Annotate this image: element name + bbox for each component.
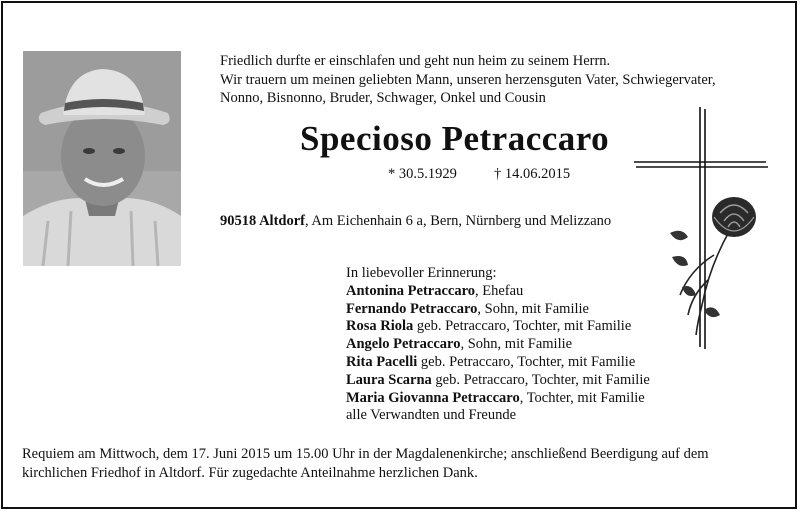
mourner-name: Rosa Riola <box>346 318 414 335</box>
cross-with-rose-icon <box>630 105 770 355</box>
death-date: † 14.06.2015 <box>494 166 571 182</box>
address-zip-city: 90518 Altdorf <box>220 213 305 229</box>
mourner-relation: geb. Petraccaro, Tochter, mit Familie <box>413 318 632 335</box>
mourner-name: Fernando Petraccaro <box>346 300 478 317</box>
mourner-item <box>346 390 650 408</box>
mourner-item <box>346 301 650 319</box>
birth-date: * 30.5.1929 <box>388 166 457 182</box>
mourner-relation: , Ehefau <box>475 282 524 299</box>
mourner-name: Angelo Petraccaro <box>346 336 461 353</box>
mourner-name: Laura Scarna <box>346 371 432 388</box>
mourner-item <box>346 283 650 301</box>
deceased-name: Specioso Petraccaro <box>300 119 610 158</box>
mourners-closing: alle Verwandten und Freunde <box>346 407 517 424</box>
mourner-item <box>346 318 650 336</box>
intro-line-1: Friedlich durfte er einschlafen und geht nun heim zu seinem Herrn. <box>220 53 611 69</box>
footer-line-2: kirchlichen Friedhof in Altdorf. Für zugedachte Anteilnahme herzlichen Dank. <box>22 464 478 481</box>
address <box>220 213 611 230</box>
mourner-relation: , Sohn, mit Familie <box>460 336 573 353</box>
address-rest: , Am Eichenhain 6 a, Bern, Nürnberg und Melizzano <box>304 213 612 229</box>
footer-line-1: Requiem am Mittwoch, dem 17. Juni 2015 um 15.00 Uhr in der Magdalenenkirche; anschließend Beerdigung auf dem <box>22 446 709 462</box>
mourners-list <box>346 265 650 425</box>
mourner-relation: geb. Petraccaro, Tochter, mit Familie <box>431 371 650 388</box>
mourners-heading: In liebevoller Erinnerung: <box>346 265 497 281</box>
intro-text <box>220 52 780 108</box>
mourner-name: Maria Giovanna Petraccaro <box>346 389 520 406</box>
footer-text <box>22 445 782 482</box>
mourner-item <box>346 354 650 372</box>
mourner-name: Rita Pacelli <box>346 353 418 370</box>
mourner-relation: geb. Petraccaro, Tochter, mit Familie <box>417 353 636 370</box>
intro-line-2: Wir trauern um meinen geliebten Mann, unseren herzensguten Vater, Schwiegervater, <box>220 71 716 88</box>
mourner-relation: , Tochter, mit Familie <box>519 389 645 406</box>
mourner-relation: , Sohn, mit Familie <box>477 300 589 317</box>
mourner-item <box>346 336 650 354</box>
intro-line-3: Nonno, Bisnonno, Bruder, Schwager, Onkel und Cousin <box>220 90 546 106</box>
portrait-photo <box>23 51 181 266</box>
mourner-item <box>346 372 650 390</box>
mourner-name: Antonina Petraccaro <box>346 282 475 299</box>
